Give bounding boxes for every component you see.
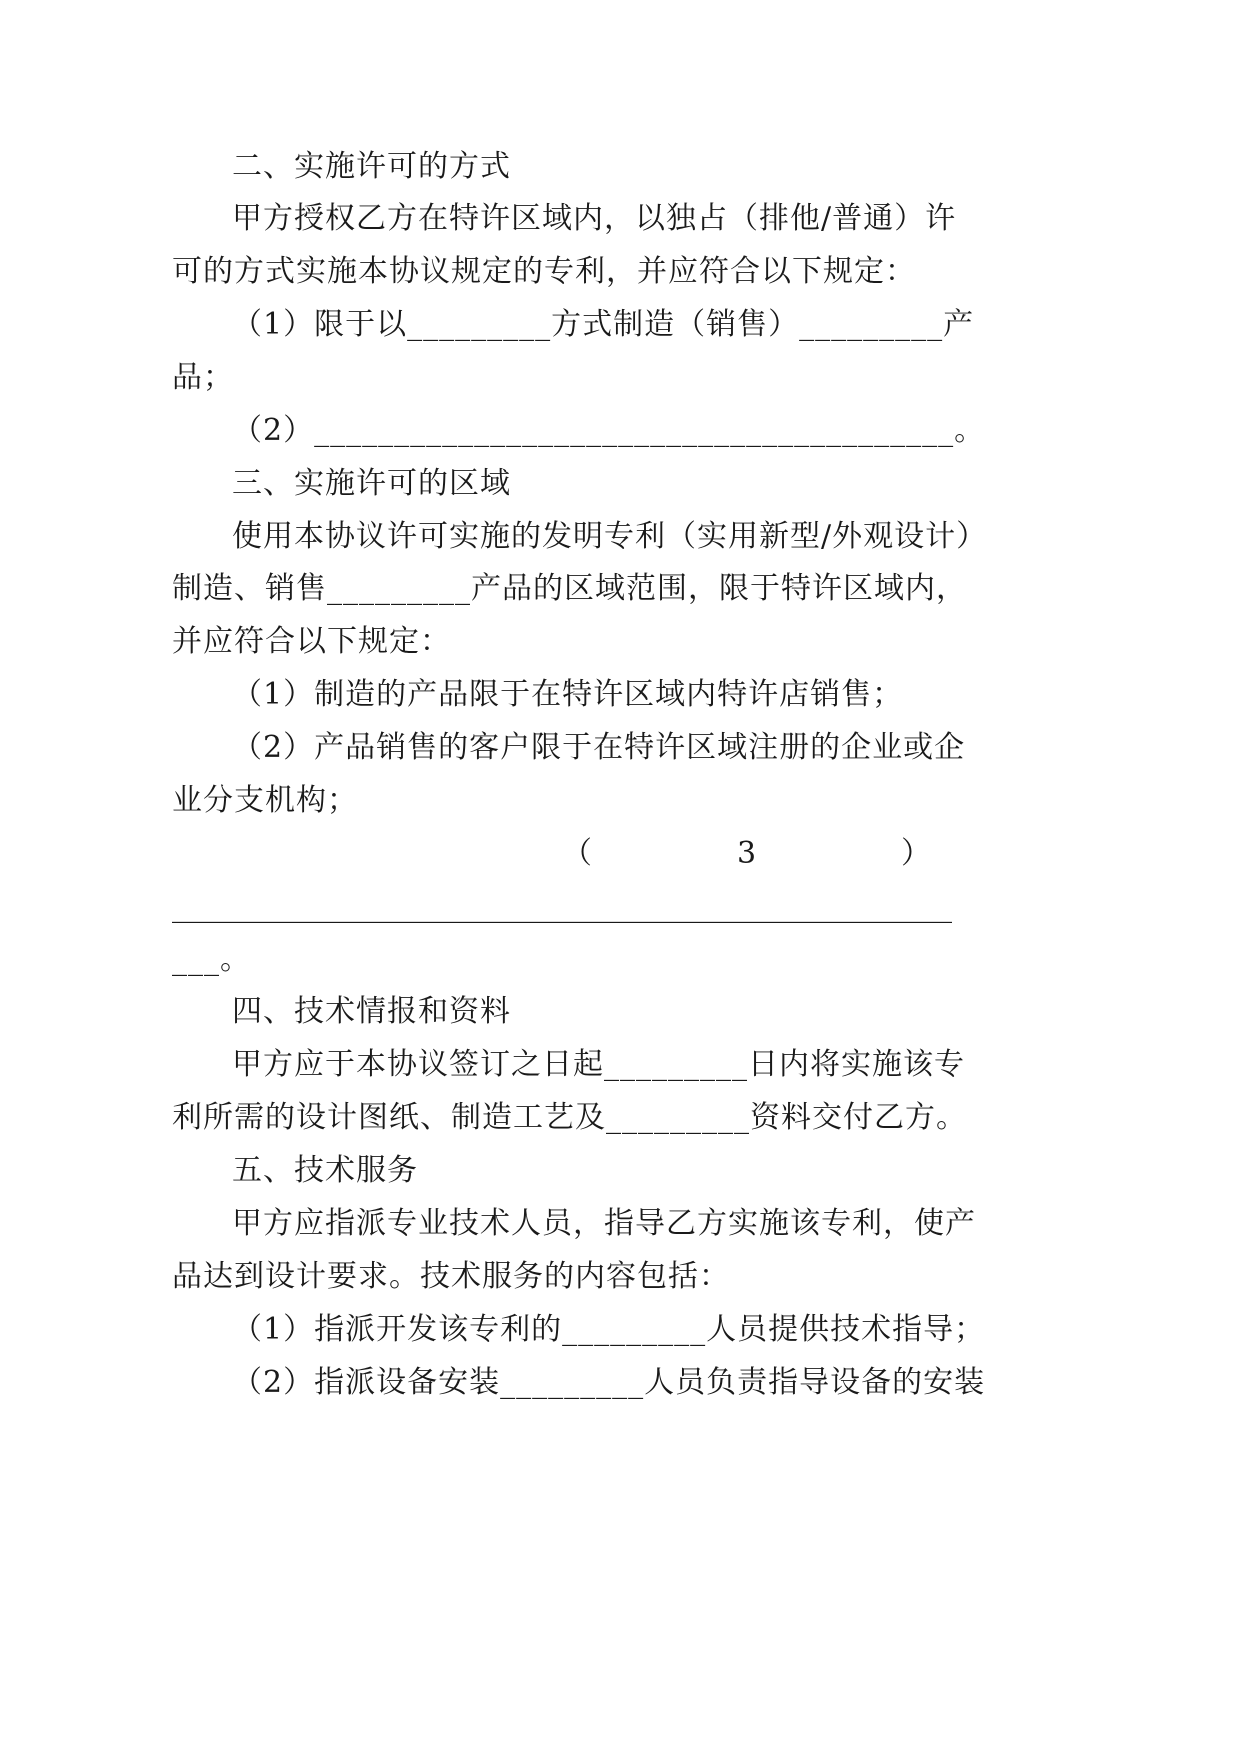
paragraph-line: 品； <box>172 360 234 395</box>
list-item: （1）限于以_________方式制造（销售）_________产 <box>232 307 975 342</box>
section-2-heading: 二、实施许可的方式 <box>232 149 511 184</box>
paragraph-line: 制造、销售_________产品的区域范围，限于特许区域内， <box>172 571 967 606</box>
paragraph-line: 并应符合以下规定： <box>172 624 451 659</box>
section-3-heading: 三、实施许可的区域 <box>232 466 511 501</box>
paragraph-line: 甲方授权乙方在特许区域内，以独占（排他/普通）许 <box>232 201 957 236</box>
list-item: （1）制造的产品限于在特许区域内特许店销售； <box>232 677 904 712</box>
list-item: （2）产品销售的客户限于在特许区域注册的企业或企 <box>232 730 966 765</box>
paragraph-line: 甲方应于本协议签订之日起_________日内将实施该专 <box>232 1047 965 1082</box>
section-4-heading: 四、技术情报和资料 <box>232 994 511 1029</box>
paragraph-line: 使用本协议许可实施的发明专利（实用新型/外观设计） <box>232 519 988 554</box>
paragraph-line: 利所需的设计图纸、制造工艺及_________资料交付乙方。 <box>172 1100 967 1135</box>
paragraph-line: 甲方应指派专业技术人员，指导乙方实施该专利，使产 <box>232 1206 976 1241</box>
item-3-label <box>562 834 932 874</box>
paragraph-line: 业分支机构； <box>172 783 358 818</box>
list-item: （2）________________________________________。 <box>232 413 986 448</box>
item-3-close-paren: ） <box>901 836 932 871</box>
list-item: （1）指派开发该专利的_________人员提供技术指导； <box>232 1312 986 1347</box>
list-item: （2）指派设备安装_________人员负责指导设备的安装 <box>232 1365 986 1400</box>
paragraph-line: 品达到设计要求。技术服务的内容包括： <box>172 1259 730 1294</box>
item-3-open-paren: （ <box>562 836 593 871</box>
item-3-number: 3 <box>736 836 758 871</box>
fill-in-blank: ____________________________________________________ <box>172 889 952 924</box>
fill-in-blank: ___。 <box>172 942 251 977</box>
paragraph-line: 可的方式实施本协议规定的专利，并应符合以下规定： <box>172 254 916 289</box>
section-5-heading: 五、技术服务 <box>232 1153 418 1188</box>
